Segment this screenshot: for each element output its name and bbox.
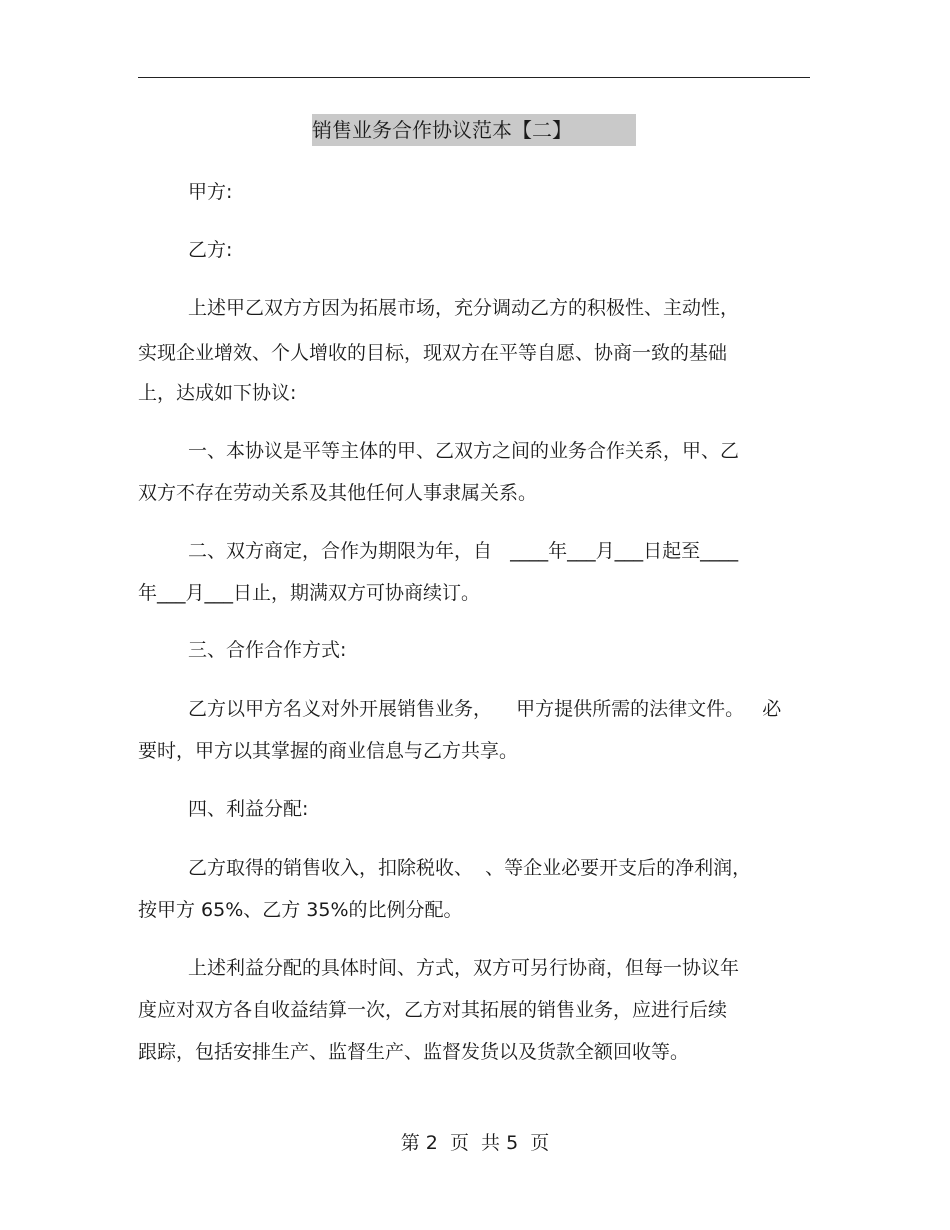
intro-line-3: 上，达成如下协议:	[138, 382, 297, 404]
clause-1-line-1: 一、本协议是平等主体的甲、乙双方之间的业务合作关系，甲、乙	[188, 440, 740, 462]
header-rule	[138, 77, 810, 78]
clause-2-line-2: 年___月___日止，期满双方可协商续订。	[138, 582, 481, 604]
clause-3-heading: 三、合作合作方式:	[188, 639, 347, 661]
party-a-label: 甲方:	[188, 181, 233, 203]
intro-line-2: 实现企业增效、个人增收的目标，现双方在平等自愿、协商一致的基础	[138, 342, 728, 364]
clause-2-line-1: 二、双方商定，合作为期限为年，自 ____年___月___日起至____	[188, 540, 739, 562]
title-highlight	[312, 114, 636, 146]
party-b-label: 乙方:	[188, 239, 233, 261]
clause-4b-line-2: 度应对双方各自收益结算一次，乙方对其拓展的销售业务，应进行后续	[138, 999, 728, 1021]
clause-4b-line-3: 跟踪，包括安排生产、监督生产、监督发货以及货款全额回收等。	[138, 1041, 690, 1063]
clause-1-line-2: 双方不存在劳动关系及其他任何人事隶属关系。	[138, 482, 538, 504]
clause-3-line-1: 乙方以甲方名义对外开展销售业务， 甲方提供所需的法律文件。 必	[188, 698, 782, 720]
clause-4b-line-1: 上述利益分配的具体时间、方式，双方可另行协商，但每一协议年	[188, 957, 740, 979]
clause-4-heading: 四、利益分配:	[188, 798, 309, 820]
clause-4-line-1: 乙方取得的销售收入，扣除税收、 、等企业必要开支后的净利润，	[188, 857, 752, 879]
clause-3-line-2: 要时，甲方以其掌握的商业信息与乙方共享。	[138, 740, 519, 762]
clause-4-line-2: 按甲方 65%、乙方 35%的比例分配。	[138, 899, 463, 921]
page-number: 第 2 页 共 5 页	[400, 1132, 550, 1154]
intro-line-1: 上述甲乙双方方因为拓展市场，充分调动乙方的积极性、主动性，	[188, 297, 740, 319]
document-title: 销售业务合作协议范本【二】	[312, 118, 572, 142]
